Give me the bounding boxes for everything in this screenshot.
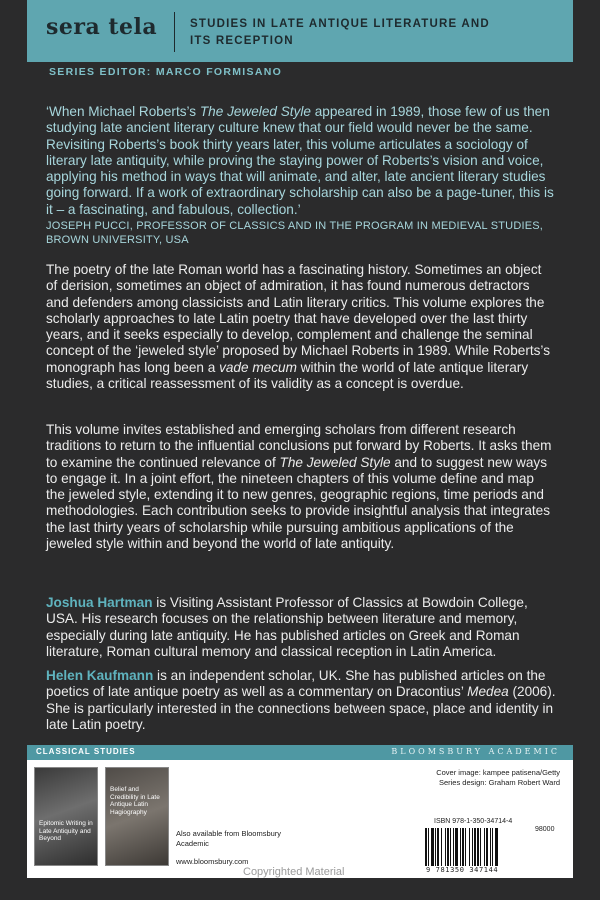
editor-name-2: Helen Kaufmann [46, 668, 154, 683]
editor-name-1: Joshua Hartman [46, 595, 153, 610]
para1-text-b: within the world of late antique literary studies, a critical reassessment of its validity as a concept is overdue. [46, 359, 529, 392]
quote-text-2: appeared in 1989, those few of us then studying late ancient literary culture knew that our field would never be the same. Revisiting Roberts’s book thirty years later, this volume articulates a sociology of literary late antiquity, while proving the staying power of Roberts’s vision and voice, applying his method in ways that will animate, and alter, late ancient literary studies going forward. If a work of extraordinary scholarship can also be a page-tuner, this is it – a fascinating, and fabulous, collection.’ [46, 104, 554, 217]
para2-text-b: and to suggest new ways to engage it. In a joint effort, the nineteen chapters of this volume define and map the jeweled style, extending it to new genres, geographic regions, time periods and methodologies. Each contribution seeks to provide insightful analysis that integrates the last thirty years of scholarship while pursuing ambitious applications of the jeweled style within and beyond the world of late antiquity. [46, 454, 551, 552]
price-code: 98000 [535, 826, 555, 833]
series-subtitle: STUDIES IN LATE ANTIQUE LITERATURE AND ITS RECEPTION [190, 18, 490, 47]
editor-bio-italic: Medea [467, 684, 509, 700]
related-book-title-2: Belief and Credibility in Late Antique Latin Hagiography [110, 786, 160, 816]
publisher-label: BLOOMSBURY ACADEMIC [391, 747, 560, 756]
related-book-cover-1[interactable] [34, 767, 98, 866]
category-label: CLASSICAL STUDIES [36, 747, 136, 756]
description-paragraph-2 [46, 422, 556, 552]
quote-attribution: JOSEPH PUCCI, PROFESSOR OF CLASSICS AND IN THE PROGRAM IN MEDIEVAL STUDIES, BROWN UNIVERSITY, USA [46, 220, 544, 246]
cover-credits [436, 768, 560, 788]
series-logo: sera tela [46, 14, 158, 40]
barcode-digits: 9 781350 347144 [426, 866, 499, 874]
editor-bio-text-2b: (2006). She is particularly interested in the connections between space, place and identity in late Latin poetry. [46, 684, 556, 732]
endorsement-quote [46, 104, 556, 218]
editor-bio-text-1: is Visiting Assistant Professor of Classics at Bowdoin College, USA. His research focuses on the relationship between literature and memory, especially during late antiquity. He has published articles on Greek and Roman literature, Roman cultural memory and classical reception in Latin America. [46, 595, 528, 659]
series-design-credit: Series design: Graham Robert Ward [438, 778, 560, 787]
editor-bio-2 [46, 668, 556, 733]
cover-image-credit: Cover image: kampee patisena/Getty [436, 768, 560, 777]
isbn-number: ISBN 978-1-350-34714-4 [434, 818, 513, 825]
quote-book-title: The Jeweled Style [199, 104, 311, 119]
editor-bio-1 [46, 595, 556, 660]
description-paragraph-1 [46, 262, 556, 392]
also-available-note: Also available from Bloomsbury Academic [176, 829, 282, 848]
related-book-cover-2[interactable] [105, 767, 169, 866]
quote-text-1: ‘When Michael Roberts’s [46, 104, 200, 119]
para2-text-a: This volume invites established and emerging scholars from different research traditions to return to the influential conclusions put forward by Roberts. It asks them to examine the continued relevance of [46, 422, 552, 470]
copyright-watermark: Copyrighted Material [243, 866, 345, 878]
header-divider [174, 12, 175, 52]
para1-italic: vade mecum [219, 359, 297, 375]
para2-italic: The Jeweled Style [279, 454, 391, 470]
series-editor: SERIES EDITOR: MARCO FORMISANO [49, 66, 283, 78]
publisher-website[interactable]: www.bloomsbury.com [176, 857, 249, 866]
isbn-barcode [424, 828, 530, 866]
para1-text-a: The poetry of the late Roman world has a fascinating history. Sometimes an object of derision, sometimes an object of admiration, it has found numerous detractors and defenders among classicists and Latin literary critics. This volume explores the scholarly approaches to late Latin poetry that have developed over the last thirty years, and it seeks especially to develop, complement and challenge the seminal concept of the ‘jeweled style’ proposed by Michael Roberts in 1989. While Roberts’s monograph has long been a [46, 262, 550, 375]
related-book-title-1: Epitomic Writing in Late Antiquity and Beyond [39, 820, 93, 842]
editor-bio-text-2a: is an independent scholar, UK. She has published articles on the poetics of late antique poetry as well as a commentary on Dracontius’ [46, 668, 546, 700]
